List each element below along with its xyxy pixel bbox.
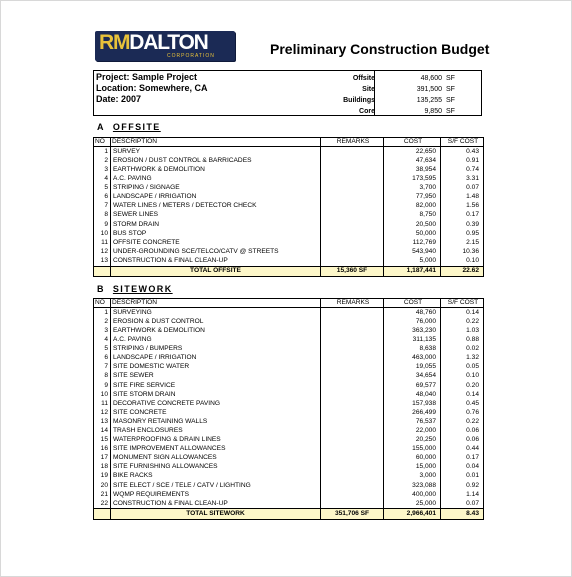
stat-value-offsite: 48,600 [420,75,442,82]
row-cost: 25,000 [384,499,441,509]
row-number: 19 [94,472,111,481]
row-number: 10 [94,229,111,238]
table-row [94,327,484,336]
row-sf-cost: 0.22 [441,418,484,427]
row-remarks [321,211,384,220]
col-header-cost: COST [384,138,441,147]
table-row [94,211,484,220]
row-remarks [321,354,384,363]
row-description: SURVEYING [111,308,321,318]
stat-value-buildings: 135,255 [416,97,442,104]
row-number: 3 [94,166,111,175]
stat-label-site: Site [362,86,375,93]
row-sf-cost: 0.95 [441,229,484,238]
table-row [94,308,484,318]
row-number: 8 [94,372,111,381]
row-description: WATER LINES / METERS / DETECTOR CHECK [111,202,321,211]
stat-unit-offsite: SF [446,75,455,82]
row-description: STORM DRAIN [111,220,321,229]
section-b-letter: B [97,284,105,294]
row-cost: 20,500 [384,220,441,229]
row-number: 7 [94,202,111,211]
row-number: 14 [94,427,111,436]
row-cost: 155,000 [384,445,441,454]
row-remarks [321,166,384,175]
row-remarks [321,490,384,499]
row-number: 12 [94,247,111,256]
row-description: CONSTRUCTION & FINAL CLEAN-UP [111,257,321,267]
row-remarks [321,308,384,318]
row-number: 2 [94,157,111,166]
row-sf-cost: 0.02 [441,345,484,354]
row-number: 18 [94,463,111,472]
row-cost: 22,000 [384,427,441,436]
row-cost: 323,088 [384,481,441,490]
row-description: A.C. PAVING [111,336,321,345]
row-number: 16 [94,445,111,454]
row-description: WATERPROOFING & DRAIN LINES [111,436,321,445]
row-remarks [321,336,384,345]
table-row [94,345,484,354]
stat-unit-core: SF [446,108,455,115]
table-row [94,436,484,445]
company-logo [95,31,235,61]
total-row [94,266,484,276]
total-remarks: 15,360 SF [321,266,384,276]
row-sf-cost: 0.43 [441,147,484,157]
row-cost: 15,000 [384,463,441,472]
row-cost: 463,000 [384,354,441,363]
row-description: BIKE RACKS [111,472,321,481]
row-number: 6 [94,193,111,202]
table-row [94,184,484,193]
row-description: CONSTRUCTION & FINAL CLEAN-UP [111,499,321,509]
total-sf-cost: 22.62 [441,266,484,276]
stat-unit-site: SF [446,86,455,93]
total-label: TOTAL SITEWORK [111,509,321,519]
row-cost: 76,000 [384,318,441,327]
table-row [94,157,484,166]
row-sf-cost: 0.04 [441,463,484,472]
stat-label-offsite: Offsite [352,75,375,82]
row-remarks [321,363,384,372]
row-sf-cost: 0.01 [441,472,484,481]
row-sf-cost: 0.06 [441,427,484,436]
row-cost: 8,638 [384,345,441,354]
row-cost: 76,537 [384,418,441,427]
row-number: 4 [94,175,111,184]
row-remarks [321,220,384,229]
row-remarks [321,238,384,247]
row-remarks [321,229,384,238]
offsite-table [93,137,484,277]
table-header-row [94,138,484,147]
project-location: Location: Somewhere, CA [96,83,208,93]
stat-label-buildings: Buildings [343,97,375,104]
project-details [96,72,208,105]
table-row [94,472,484,481]
row-number: 1 [94,147,111,157]
logo-wordmark: RMDALTON [99,31,208,54]
table-row [94,499,484,509]
row-sf-cost: 0.92 [441,481,484,490]
row-description: MONUMENT SIGN ALLOWANCES [111,454,321,463]
row-number: 20 [94,481,111,490]
row-description: SITE STORM DRAIN [111,390,321,399]
row-sf-cost: 3.31 [441,175,484,184]
row-sf-cost: 1.03 [441,327,484,336]
row-number: 7 [94,363,111,372]
row-cost: 19,055 [384,363,441,372]
row-sf-cost: 1.14 [441,490,484,499]
row-cost: 69,577 [384,381,441,390]
row-number: 5 [94,184,111,193]
row-remarks [321,399,384,408]
table-row [94,238,484,247]
row-cost: 400,000 [384,490,441,499]
table-row [94,372,484,381]
row-description: SITE IMPROVEMENT ALLOWANCES [111,445,321,454]
table-row [94,247,484,256]
row-description: LANDSCAPE / IRRIGATION [111,193,321,202]
col-header-no: NO [94,299,111,308]
stat-value-core: 9,850 [424,108,442,115]
row-cost: 311,135 [384,336,441,345]
row-remarks [321,381,384,390]
row-cost: 266,499 [384,408,441,417]
row-description: SITE SEWER [111,372,321,381]
row-sf-cost: 0.39 [441,220,484,229]
row-number: 9 [94,220,111,229]
total-remarks: 351,706 SF [321,509,384,519]
row-description: DECORATIVE CONCRETE PAVING [111,399,321,408]
row-cost: 82,000 [384,202,441,211]
total-cost: 2,966,401 [384,509,441,519]
row-remarks [321,418,384,427]
row-remarks [321,257,384,267]
row-cost: 112,769 [384,238,441,247]
row-remarks [321,147,384,157]
col-header-description: DESCRIPTION [111,299,321,308]
row-cost: 77,950 [384,193,441,202]
row-remarks [321,175,384,184]
row-cost: 48,040 [384,390,441,399]
row-sf-cost: 0.14 [441,308,484,318]
table-row [94,193,484,202]
table-row [94,354,484,363]
row-description: SURVEY [111,147,321,157]
row-cost: 34,654 [384,372,441,381]
row-cost: 173,595 [384,175,441,184]
table-row [94,318,484,327]
section-a-name: OFFSITE [112,122,161,132]
row-sf-cost: 0.05 [441,363,484,372]
row-number: 15 [94,436,111,445]
row-sf-cost: 0.76 [441,408,484,417]
row-number: 13 [94,257,111,267]
section-b-name: SITEWORK [112,284,173,294]
project-info-box [93,70,482,116]
row-number: 3 [94,327,111,336]
row-description: A.C. PAVING [111,175,321,184]
row-number: 5 [94,345,111,354]
total-sf-cost: 8.43 [441,509,484,519]
row-cost: 50,000 [384,229,441,238]
row-sf-cost: 0.07 [441,499,484,509]
table-row [94,408,484,417]
row-remarks [321,445,384,454]
table-row [94,336,484,345]
row-cost: 363,230 [384,327,441,336]
row-remarks [321,481,384,490]
row-sf-cost: 0.17 [441,454,484,463]
row-number: 13 [94,418,111,427]
section-b-heading [97,284,173,294]
logo-subtitle: CORPORATION [167,53,215,59]
row-description: SITE DOMESTIC WATER [111,363,321,372]
row-cost: 60,000 [384,454,441,463]
table-header-row [94,299,484,308]
row-description: BUS STOP [111,229,321,238]
row-description: EROSION / DUST CONTROL & BARRICADES [111,157,321,166]
table-row [94,399,484,408]
row-remarks [321,427,384,436]
row-sf-cost: 10.36 [441,247,484,256]
row-number: 4 [94,336,111,345]
row-sf-cost: 2.15 [441,238,484,247]
row-remarks [321,157,384,166]
row-cost: 8,750 [384,211,441,220]
row-description: OFFSITE CONCRETE [111,238,321,247]
row-sf-cost: 0.07 [441,184,484,193]
stat-unit-buildings: SF [446,97,455,104]
document-title: Preliminary Construction Budget [270,41,490,57]
row-remarks [321,463,384,472]
row-description: SITE CONCRETE [111,408,321,417]
row-sf-cost: 0.10 [441,372,484,381]
row-sf-cost: 0.22 [441,318,484,327]
table-row [94,481,484,490]
table-row [94,229,484,238]
col-header-remarks: REMARKS [321,299,384,308]
row-cost: 22,650 [384,147,441,157]
row-number: 10 [94,390,111,399]
row-description: STRIPING / BUMPERS [111,345,321,354]
row-sf-cost: 0.88 [441,336,484,345]
row-cost: 543,940 [384,247,441,256]
row-remarks [321,247,384,256]
col-header-remarks: REMARKS [321,138,384,147]
row-remarks [321,327,384,336]
row-number: 11 [94,238,111,247]
row-sf-cost: 0.17 [441,211,484,220]
row-number: 9 [94,381,111,390]
sitework-table [93,298,484,520]
row-number: 2 [94,318,111,327]
row-description: EROSION & DUST CONTROL [111,318,321,327]
total-number [94,509,111,519]
row-description: MASONRY RETAINING WALLS [111,418,321,427]
row-remarks [321,436,384,445]
row-cost: 47,634 [384,157,441,166]
col-header-sf-cost: S/F COST [441,299,484,308]
row-remarks [321,202,384,211]
row-number: 22 [94,499,111,509]
section-a-heading [97,122,161,132]
table-row [94,202,484,211]
row-remarks [321,499,384,509]
total-number [94,266,111,276]
row-description: SITE ELECT / SCE / TELE / CATV / LIGHTING [111,481,321,490]
total-label: TOTAL OFFSITE [111,266,321,276]
table-row [94,381,484,390]
project-name: Project: Sample Project [96,72,198,82]
row-remarks [321,390,384,399]
row-remarks [321,472,384,481]
total-cost: 1,187,441 [384,266,441,276]
row-description: EARTHWORK & DEMOLITION [111,327,321,336]
row-number: 12 [94,408,111,417]
col-header-cost: COST [384,299,441,308]
table-row [94,175,484,184]
row-sf-cost: 0.20 [441,381,484,390]
row-sf-cost: 0.14 [441,390,484,399]
row-sf-cost: 0.74 [441,166,484,175]
stat-label-core: Core [359,108,375,115]
row-number: 17 [94,454,111,463]
col-header-sf-cost: S/F COST [441,138,484,147]
table-row [94,454,484,463]
table-row [94,363,484,372]
row-remarks [321,372,384,381]
row-sf-cost: 1.48 [441,193,484,202]
row-remarks [321,408,384,417]
row-remarks [321,345,384,354]
row-cost: 20,250 [384,436,441,445]
row-sf-cost: 0.10 [441,257,484,267]
row-remarks [321,193,384,202]
row-description: EARTHWORK & DEMOLITION [111,166,321,175]
table-row [94,166,484,175]
row-cost: 3,000 [384,472,441,481]
col-header-no: NO [94,138,111,147]
section-a-letter: A [97,122,105,132]
row-description: STRIPING / SIGNAGE [111,184,321,193]
table-row [94,445,484,454]
row-sf-cost: 0.06 [441,436,484,445]
row-number: 1 [94,308,111,318]
table-row [94,427,484,436]
row-cost: 5,000 [384,257,441,267]
row-remarks [321,454,384,463]
row-remarks [321,184,384,193]
row-description: LANDSCAPE / IRRIGATION [111,354,321,363]
table-row [94,463,484,472]
col-header-description: DESCRIPTION [111,138,321,147]
row-number: 21 [94,490,111,499]
row-description: SEWER LINES [111,211,321,220]
row-description: SITE FIRE SERVICE [111,381,321,390]
table-row [94,490,484,499]
table-row [94,257,484,267]
row-sf-cost: 0.44 [441,445,484,454]
row-cost: 3,700 [384,184,441,193]
row-description: TRASH ENCLOSURES [111,427,321,436]
row-remarks [321,318,384,327]
stat-value-site: 391,500 [416,86,442,93]
row-number: 11 [94,399,111,408]
table-row [94,220,484,229]
total-row [94,509,484,519]
row-cost: 48,760 [384,308,441,318]
table-row [94,147,484,157]
row-sf-cost: 1.56 [441,202,484,211]
table-row [94,390,484,399]
row-description: WQMP REQUIREMENTS [111,490,321,499]
row-cost: 38,954 [384,166,441,175]
row-number: 6 [94,354,111,363]
project-date: Date: 2007 [96,94,142,104]
row-number: 8 [94,211,111,220]
row-description: UNDER-GROUNDING SCE/TELCO/CATV @ STREETS [111,247,321,256]
row-cost: 157,938 [384,399,441,408]
row-sf-cost: 1.32 [441,354,484,363]
table-row [94,418,484,427]
row-description: SITE FURNISHING ALLOWANCES [111,463,321,472]
row-sf-cost: 0.91 [441,157,484,166]
row-sf-cost: 0.45 [441,399,484,408]
